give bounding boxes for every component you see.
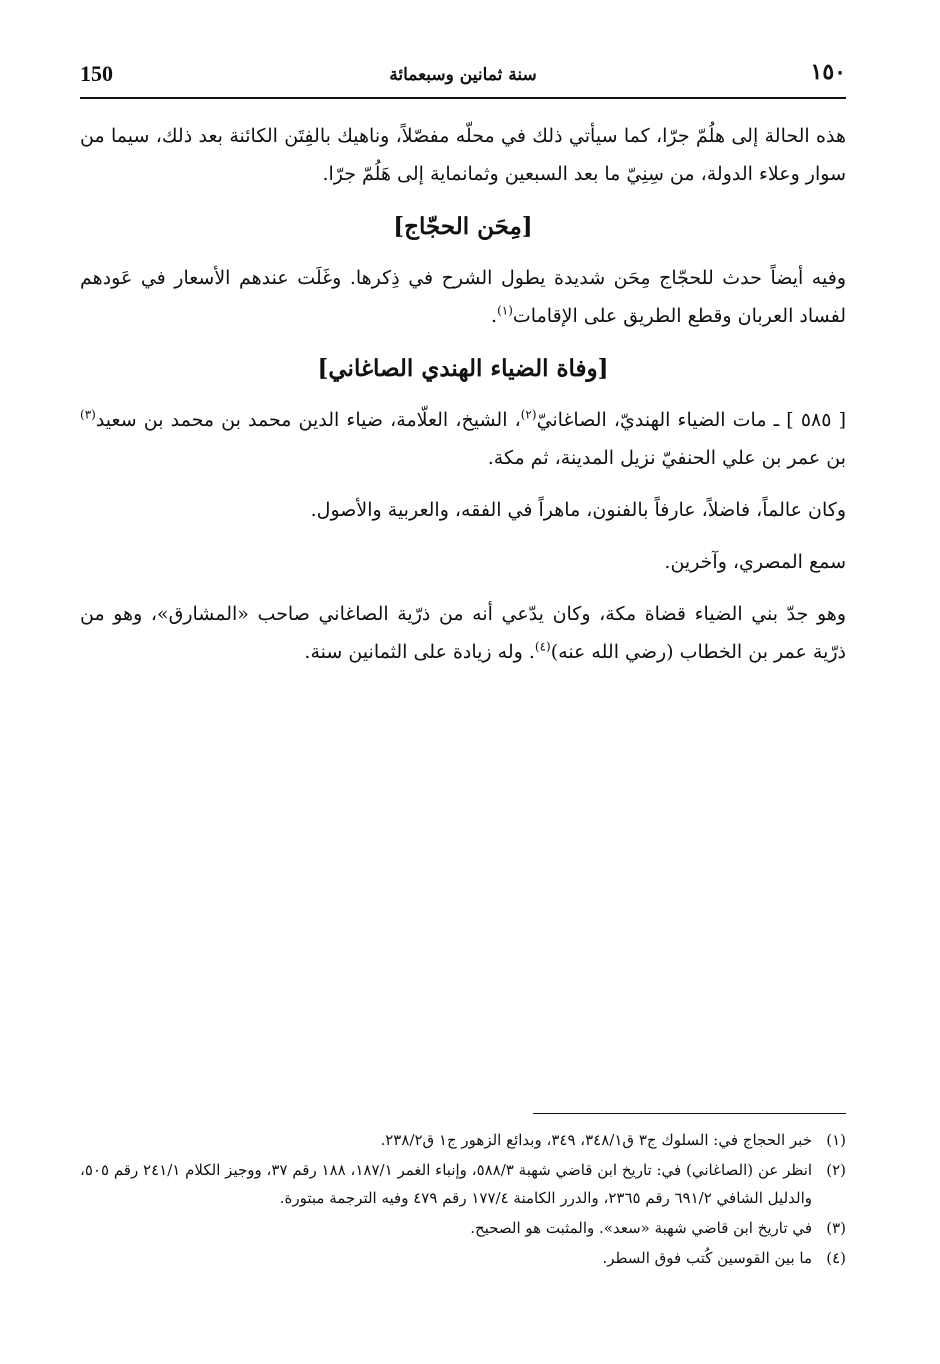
entry-585 [80, 401, 846, 477]
entry-text-a: [ ٥٨٥ ] ـ مات الضياء الهنديّ، الصاغانيّ [536, 409, 847, 431]
page-number-latin: 150 [80, 61, 113, 86]
footnote-ref-1: (١) [497, 303, 513, 318]
footnote-item [80, 1244, 846, 1272]
paragraph-2-end: . [491, 305, 498, 327]
page-header [80, 55, 846, 99]
footnote-item [80, 1126, 846, 1154]
footnote-number: (٢) [826, 1161, 846, 1179]
page-number-arabic: ١٥٠ [810, 59, 846, 85]
paragraph-2 [80, 259, 846, 335]
footnote-ref-2: (٢) [520, 407, 537, 422]
paragraph-1: هذه الحالة إلى هلُمّ جرّا، كما سيأتي ذلك في محلّه مفصّلاً، وناهيك بالفِتَن الكائنة بعد ذلك، سيما من سوار وعلاء الدولة، من سِنِيّ ما بعد السبعين وثمانماية إلى هَلُمّ جرّا. [80, 125, 846, 185]
footnote-number: (٤) [826, 1249, 846, 1267]
footnote-text: في تاريخ ابن قاضي شهبة «سعد». والمثبت هو الصحيح. [470, 1219, 812, 1237]
paragraph-4: وكان عالماً، فاضلاً، عارفاً بالفنون، ماهراً في الفقه، والعربية والأصول. [310, 499, 846, 521]
main-text [80, 117, 846, 671]
paragraph-6-text-b: . وله زيادة على الثمانين سنة. [304, 641, 535, 663]
footnote-divider [533, 1113, 846, 1114]
entry-text-c: بن عمر بن علي الحنفيّ نزيل المدينة، ثم مكة. [487, 447, 846, 469]
footnote-item [80, 1214, 846, 1242]
page [80, 55, 846, 671]
paragraph-5: سمع المصري، وآخرين. [664, 551, 846, 573]
footnote-item [80, 1156, 846, 1212]
section-heading-death: [وفاة الضياء الهندي الصاغاني] [317, 355, 609, 382]
running-title: سنة ثمانين وسبعمائة [389, 65, 537, 85]
footnote-number: (١) [826, 1131, 846, 1149]
footnote-text: خبر الحجاج في: السلوك ج٣ ق٣٤٨/١، ٣٤٩، وبدائع الزهور ج١ ق٢٣٨/٢. [380, 1131, 812, 1149]
footnote-text: ما بين القوسين كُتب فوق السطر. [602, 1249, 812, 1267]
entry-text-b: ، الشيخ، العلّامة، ضياء الدين محمد بن محمد بن سعيد [95, 409, 521, 431]
footnotes [80, 1126, 846, 1272]
footnote-ref-3: (٣) [80, 407, 96, 422]
footnote-ref-4: (٤) [534, 639, 551, 654]
footnote-number: (٣) [826, 1219, 846, 1237]
section-heading-pilgrims: [مِحَن الحجّاج] [393, 213, 533, 240]
paragraph-6 [80, 595, 846, 671]
footnote-text: انظر عن (الصاغاني) في: تاريخ ابن قاضي شهبة ٥٨٨/٣، وإنباء الغمر ١٨٧/١، ١٨٨ رقم ٣٧، ووجيز الكلام ٢٤١/١ رقم ٥٠٥، والدليل الشافي ٦٩١/٢ رقم ٢٣٦٥، والدرر الكامنة ١٧٧/٤ رقم ٤٧٩ وفيه الترجمة مبتورة. [80, 1161, 813, 1207]
paragraph-6-text-a: وهو جدّ بني الضياء قضاة مكة، وكان يدّعي أنه من ذرّية الصاغاني صاحب «المشارق»، وهو من ذرّية عمر بن الخطاب (رضي الله عنه) [80, 603, 846, 663]
paragraph-2-text: وفيه أيضاً حدث للحجّاج مِحَن شديدة يطول الشرح في ذِكرها. وغَلَت عندهم الأسعار في عَودهم لفساد العربان وقطع الطريق على الإقامات [80, 267, 846, 327]
